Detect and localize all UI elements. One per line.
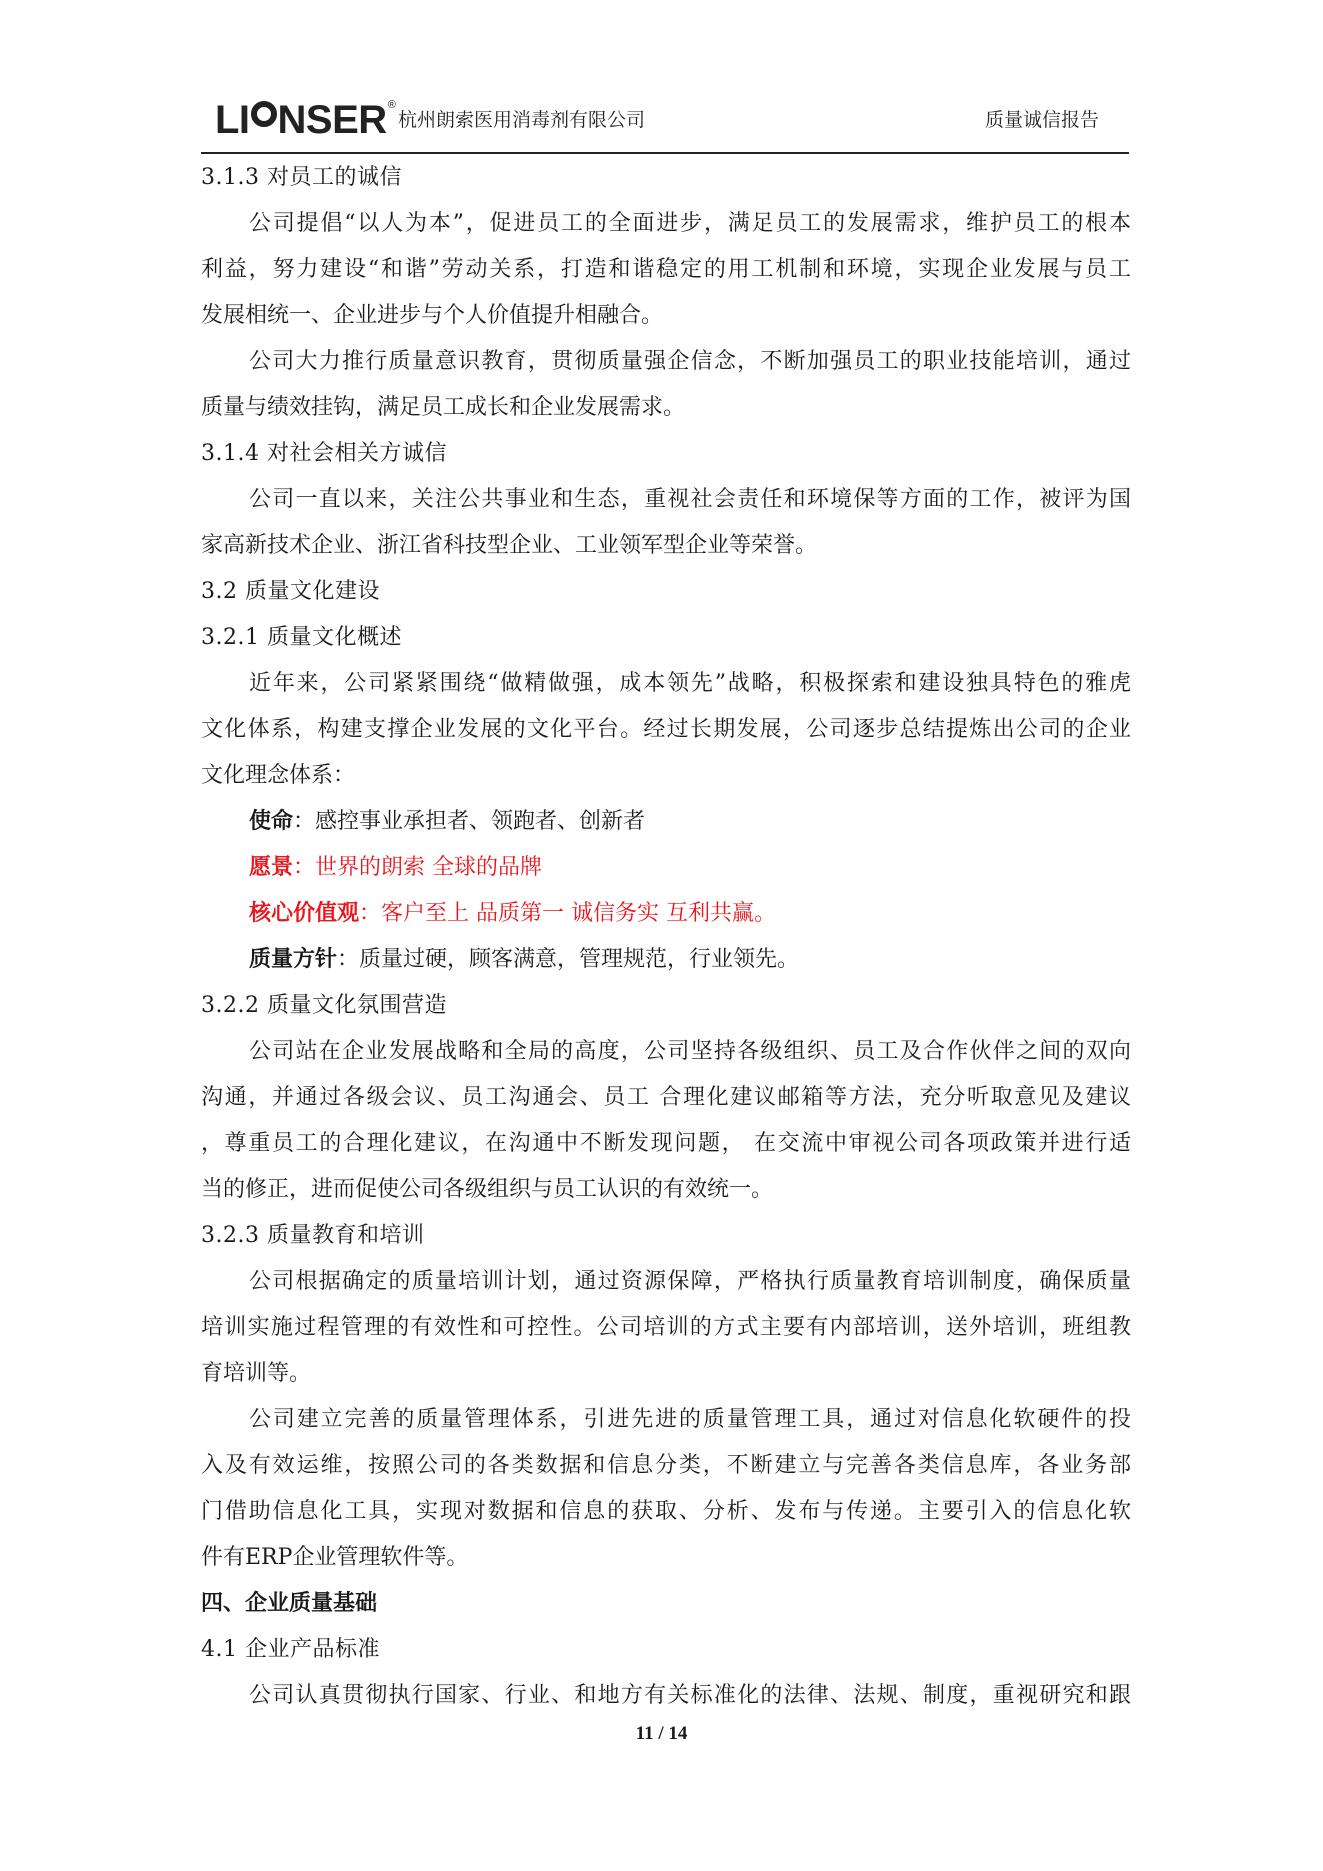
section-heading: 3.2 质量文化建设	[201, 579, 380, 604]
logo-text-right: NSER	[277, 98, 387, 142]
mission-text: ：感控事业承担者、领跑者、创新者	[293, 809, 646, 834]
mission-line	[201, 799, 1131, 845]
paragraph-line: 公司建立完善的质量管理体系，引进先进的质量管理工具，通过对信息化软硬件的投	[249, 1407, 1131, 1432]
paragraph-line: 质量与绩效挂钩，满足员工成长和企业发展需求。	[201, 395, 686, 420]
vision-text: ：世界的朗索 全球的品牌	[293, 855, 543, 880]
paragraph-line: 公司一直以来，关注公共事业和生态，重视社会责任和环境保等方面的工作，被评为国	[249, 487, 1131, 512]
section-heading: 4.1 企业产品标准	[201, 1637, 380, 1662]
paragraph-line: 公司站在企业发展战略和全局的高度，公司坚持各级组织、员工及合作伙伴之间的双向	[249, 1039, 1131, 1064]
paragraph-line: 利益，努力建设“和谐”劳动关系，打造和谐稳定的用工机制和环境，实现企业发展与员工	[201, 257, 1131, 282]
chapter-heading: 四、企业质量基础	[201, 1591, 378, 1616]
core-values-line	[201, 891, 1131, 937]
paragraph-line: 文化理念体系：	[201, 763, 356, 788]
vision-label: 愿景	[249, 855, 294, 880]
logo-ring-icon	[251, 101, 277, 127]
paragraph-line: 件有ERP企业管理软件等。	[201, 1545, 469, 1570]
paragraph-line: 沟通，并通过各级会议、员工沟通会、员工 合理化建议邮箱等方法，充分听取意见及建议	[201, 1085, 1131, 1110]
core-values-label: 核心价值观	[249, 901, 360, 926]
document-title: 质量诚信报告	[984, 109, 1099, 131]
paragraph-line: 家高新技术企业、浙江省科技型企业、工业领军型企业等荣誉。	[201, 533, 818, 558]
page-header	[201, 92, 1129, 154]
registered-mark: ®	[387, 99, 396, 111]
paragraph-line: 当的修正，进而促使公司各级组织与员工认识的有效统一。	[201, 1177, 774, 1202]
section-heading: 3.2.2 质量文化氛围营造	[201, 993, 447, 1018]
paragraph-line: 公司认真贯彻执行国家、行业、和地方有关标准化的法律、法规、制度，重视研究和跟	[249, 1683, 1131, 1708]
paragraph-line: ，尊重员工的合理化建议，在沟通中不断发现问题， 在交流中审视公司各项政策并进行适	[201, 1131, 1131, 1156]
paragraph-line: 公司提倡“以人为本”，促进员工的全面进步，满足员工的发展需求，维护员工的根本	[249, 211, 1131, 236]
mission-label: 使命	[249, 809, 294, 834]
logo-text-left: LI	[215, 98, 250, 142]
paragraph-line: 近年来，公司紧紧围绕“做精做强，成本领先”战略，积极探索和建设独具特色的雅虎	[249, 671, 1131, 696]
core-values-text: ：客户至上 品质第一 诚信务实 互利共赢。	[359, 901, 776, 926]
section-heading: 3.2.1 质量文化概述	[201, 625, 402, 650]
company-name: 杭州朗索医用消毒剂有限公司	[398, 109, 646, 131]
paragraph-line: 入及有效运维，按照公司的各类数据和信息分类，不断建立与完善各类信息库，各业务部	[201, 1453, 1131, 1478]
paragraph-line: 培训实施过程管理的有效性和可控性。公司培训的方式主要有内部培训，送外培训，班组教	[201, 1315, 1131, 1340]
page-content	[201, 155, 1131, 1719]
paragraph-line: 文化体系，构建支撑企业发展的文化平台。经过长期发展，公司逐步总结提炼出公司的企业	[201, 717, 1131, 742]
paragraph-line: 公司大力推行质量意识教育，贯彻质量强企信念，不断加强员工的职业技能培训，通过	[249, 349, 1131, 374]
paragraph-line: 门借助信息化工具，实现对数据和信息的获取、分析、发布与传递。主要引入的信息化软	[201, 1499, 1131, 1524]
page-number: 11 / 14	[635, 1723, 688, 1744]
section-heading: 3.1.3 对员工的诚信	[201, 165, 402, 190]
quality-policy-label: 质量方针	[249, 947, 338, 972]
paragraph-line: 育培训等。	[201, 1361, 312, 1386]
paragraph-line: 发展相统一、企业进步与个人价值提升相融合。	[201, 303, 664, 328]
company-logo	[215, 99, 396, 141]
section-heading: 3.1.4 对社会相关方诚信	[201, 441, 447, 466]
quality-policy-text: ：质量过硬，顾客满意，管理规范，行业领先。	[337, 947, 800, 972]
vision-line	[201, 845, 1131, 891]
quality-policy-line	[201, 937, 1131, 983]
section-heading: 3.2.3 质量教育和培训	[201, 1223, 425, 1248]
paragraph-line: 公司根据确定的质量培训计划，通过资源保障，严格执行质量教育培训制度，确保质量	[249, 1269, 1131, 1294]
